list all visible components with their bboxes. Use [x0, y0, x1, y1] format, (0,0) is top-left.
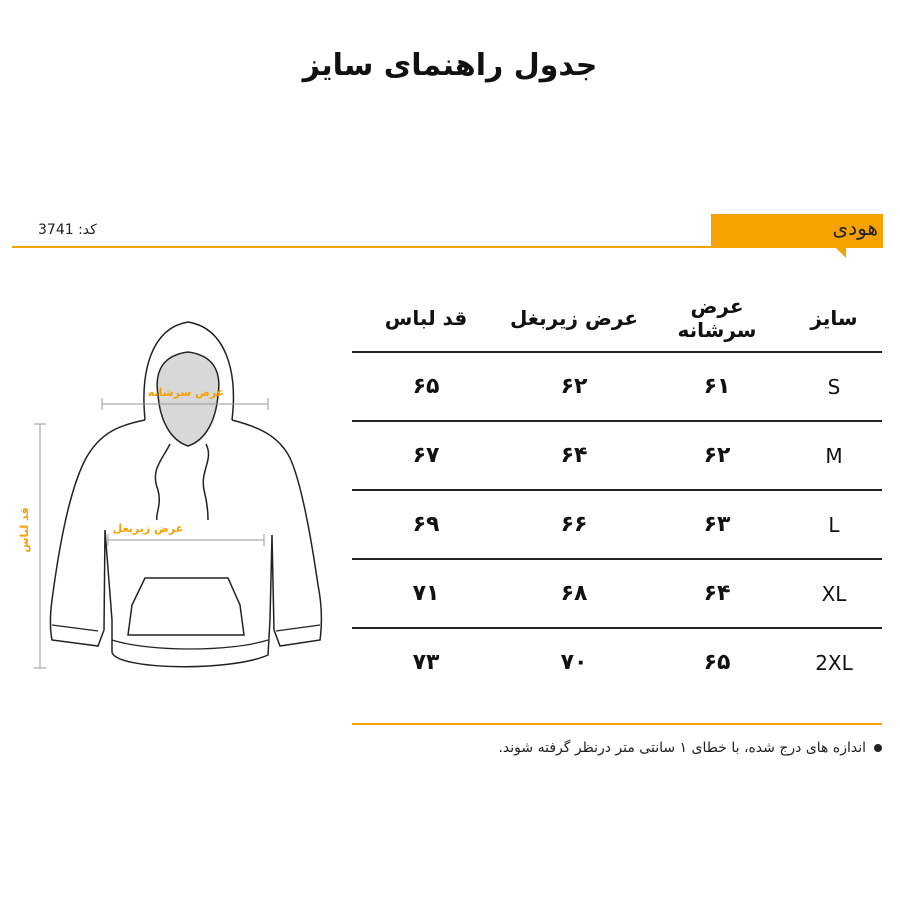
kangaroo-pocket	[128, 578, 244, 635]
table-row	[352, 353, 882, 422]
table-row	[352, 629, 882, 696]
hoodie-diagram	[0, 310, 340, 680]
cell-size: L	[828, 512, 840, 537]
header-size: سایز	[810, 306, 858, 330]
cell-shoulder: ۶۵	[703, 650, 731, 675]
table-bottom-divider	[352, 723, 882, 725]
drawstring-right	[203, 444, 208, 520]
category-label: هودی	[832, 216, 878, 240]
cell-size: 2XL	[815, 650, 853, 675]
size-table	[352, 285, 882, 696]
cell-shoulder: ۶۲	[703, 443, 731, 468]
length-measure-label: قد لباس	[18, 507, 31, 553]
header-shoulder: عرض سرشانه	[677, 294, 757, 342]
armpit-measure-label: عرض زیربغل	[112, 522, 184, 535]
hood-opening	[157, 352, 219, 446]
table-row	[352, 560, 882, 629]
shoulder-measure-label: عرض سرشانه	[147, 386, 225, 399]
cell-armpit: ۷۰	[560, 650, 588, 675]
cell-shoulder: ۶۳	[703, 512, 731, 537]
page-title: جدول راهنمای سایز	[302, 48, 598, 83]
category-tab-notch	[834, 246, 846, 258]
cell-shoulder: ۶۱	[703, 374, 731, 399]
cell-size: S	[827, 374, 841, 399]
measurement-note	[498, 740, 882, 756]
cell-size: M	[825, 443, 843, 468]
table-row	[352, 491, 882, 560]
right-cuff-outline	[276, 625, 320, 631]
waistband-outline	[112, 640, 268, 649]
table-header	[352, 285, 882, 353]
cell-length: ۶۷	[412, 443, 440, 468]
cell-armpit: ۶۸	[560, 581, 588, 606]
cell-length: ۷۳	[412, 650, 440, 675]
product-code: کد: 3741	[38, 222, 97, 238]
cell-armpit: ۶۲	[560, 374, 588, 399]
cell-length: ۶۹	[412, 512, 440, 537]
cell-armpit: ۶۶	[560, 512, 588, 537]
cell-length: ۶۵	[412, 374, 440, 399]
cell-size: XL	[821, 581, 847, 606]
note-text: اندازه های درج شده، با خطای ۱ سانتی متر درنظر گرفته شوند.	[498, 740, 866, 756]
table-row	[352, 422, 882, 491]
cell-shoulder: ۶۴	[703, 581, 731, 606]
bullet-icon	[874, 744, 882, 752]
left-cuff-outline	[52, 625, 98, 631]
header-length: قد لباس	[384, 306, 468, 330]
cell-length: ۷۱	[412, 581, 440, 606]
drawstring-left	[155, 444, 170, 520]
header-armpit: عرض زیربغل	[509, 306, 639, 330]
cell-armpit: ۶۴	[560, 443, 588, 468]
